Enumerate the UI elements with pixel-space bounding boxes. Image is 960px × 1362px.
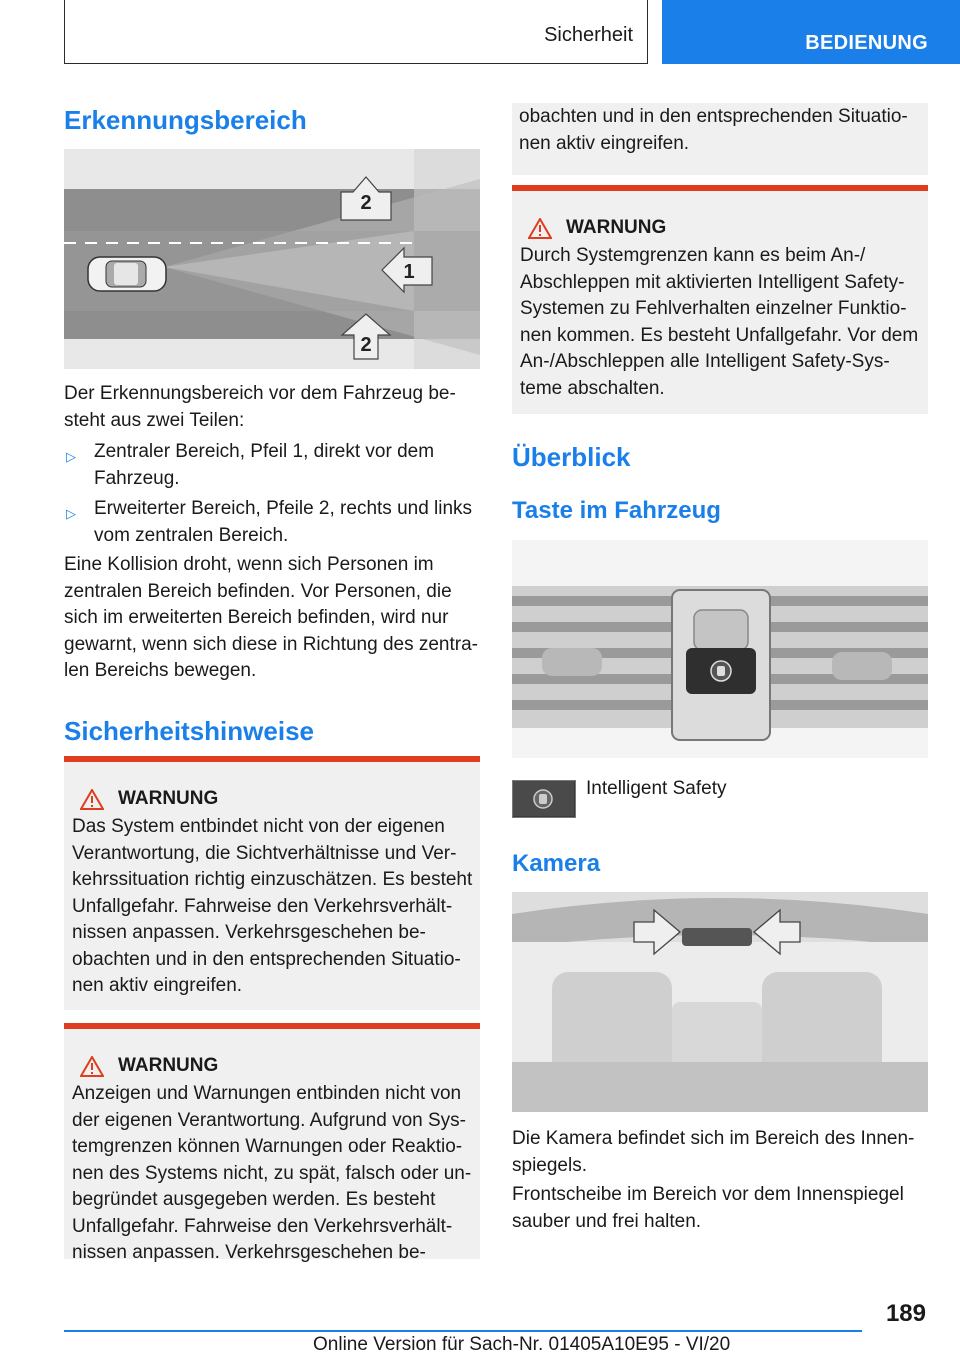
vehicle-interior-photo bbox=[512, 892, 928, 1112]
warning-title-1: WARNUNG bbox=[80, 788, 474, 810]
air-vent-button-photo bbox=[512, 540, 928, 758]
warning-title-2: WARNUNG bbox=[80, 1055, 474, 1077]
intelligent-safety-label: Intelligent Safety bbox=[586, 778, 727, 799]
intelligent-safety-symbol bbox=[512, 780, 576, 818]
warning-body-2: Anzeigen und Warnungen entbinden nicht von der eigenen Verantwortung. Aufgrund von Sys-temgrenzen können Warnungen oder Reaktio-nen des Systems nicht, zu spät, falsch oder un-begründet ausgegeben werden. Es besteht Unfallgefahr. Fahrweise den Verkehrsverhält-nissen anpassen. Verkehrsgeschehen be- bbox=[72, 1083, 472, 1263]
warning-box-3 bbox=[512, 185, 928, 414]
warning-body-3: Durch Systemgrenzen kann es beim An-/ Abschleppen mit aktivierten Intelligent Safety-Systemen zu Fehlverhalten einzelner Funktio-nen kommen. Es besteht Unfallgefahr. Vor dem An-/Abschleppen alle Intelligent Safety-Sys-teme abschalten. bbox=[520, 245, 919, 399]
detection-bullet-list bbox=[64, 439, 480, 549]
warning-triangle-icon bbox=[80, 789, 104, 810]
camera-photo-figure bbox=[512, 892, 928, 1112]
bullet-triangle-icon: ▷ bbox=[66, 449, 76, 464]
warning-box-2 bbox=[64, 1023, 480, 1263]
heading-button-in-vehicle: Taste im Fahrzeug bbox=[512, 497, 721, 524]
arrow-label-bottom: 2 bbox=[360, 334, 372, 356]
heading-detection-area: Erkennungsbereich bbox=[64, 105, 307, 135]
detection-intro-text: Der Erkennungsbereich vor dem Fahrzeug be-steht aus zwei Teilen: bbox=[64, 383, 456, 431]
arrow-label-top: 2 bbox=[360, 192, 372, 214]
warning-body-2-continued: obachten und in den entsprechenden Situatio-nen aktiv eingreifen. bbox=[519, 106, 908, 154]
intelligent-safety-icon bbox=[513, 781, 574, 816]
car-icon bbox=[88, 257, 166, 291]
warning-box-2-continued bbox=[512, 103, 928, 175]
warning-box-1 bbox=[64, 756, 480, 1010]
warning-triangle-icon bbox=[80, 1056, 104, 1077]
heading-camera: Kamera bbox=[512, 850, 601, 877]
arrow-label-center: 1 bbox=[403, 261, 415, 283]
warning-body-1: Das System entbindet nicht von der eigenen Verantwortung, die Sichtverhältnisse und Ver-kehrssituation richtig einzuschätzen. Es besteht Unfallgefahr. Fahrweise den Verkehrsverhält-nissen anpassen. Verkehrsgeschehen be-obachten und in den entsprechenden Situatio-nen aktiv eingreifen. bbox=[72, 816, 473, 996]
camera-body-2: Frontscheibe im Bereich vor dem Innenspiegel sauber und frei halten. bbox=[512, 1184, 904, 1232]
header-section-title: Sicherheit bbox=[544, 24, 633, 46]
detection-area-figure bbox=[64, 149, 480, 369]
footer-divider bbox=[64, 1330, 862, 1332]
warning-triangle-icon bbox=[528, 218, 552, 239]
detection-body-text: Eine Kollision droht, wenn sich Personen im zentralen Bereich befinden. Vor Personen, die sich im erweiterten Bereich befinden, wird nur gewarnt, wenn sich diese in Richtung des zentra-len Bereichs bewegen. bbox=[64, 554, 479, 681]
warning-title-3: WARNUNG bbox=[528, 217, 922, 239]
camera-body-1: Die Kamera befindet sich im Bereich des Innen-spiegels. bbox=[512, 1128, 915, 1176]
list-item: ▷ Erweiterter Bereich, Pfeile 2, rechts und links vom zentralen Bereich. bbox=[64, 496, 480, 549]
detection-area-diagram bbox=[64, 149, 480, 369]
bullet-triangle-icon: ▷ bbox=[66, 506, 76, 521]
footer-online-version: Online Version für Sach-Nr. 01405A10E95 - VI/20 bbox=[313, 1334, 731, 1355]
header-chapter-tab: BEDIENUNG bbox=[662, 0, 960, 64]
button-photo-figure bbox=[512, 540, 928, 758]
intelligent-safety-button-icon bbox=[711, 661, 731, 681]
heading-overview: Überblick bbox=[512, 442, 631, 472]
list-item: ▷ Zentraler Bereich, Pfeil 1, direkt vor dem Fahrzeug. bbox=[64, 439, 480, 492]
camera-mirror-housing bbox=[682, 928, 752, 946]
header-section-box bbox=[64, 0, 648, 64]
heading-safety-notes: Sicherheitshinweise bbox=[64, 716, 314, 746]
page-number: 189 bbox=[885, 1300, 926, 1327]
